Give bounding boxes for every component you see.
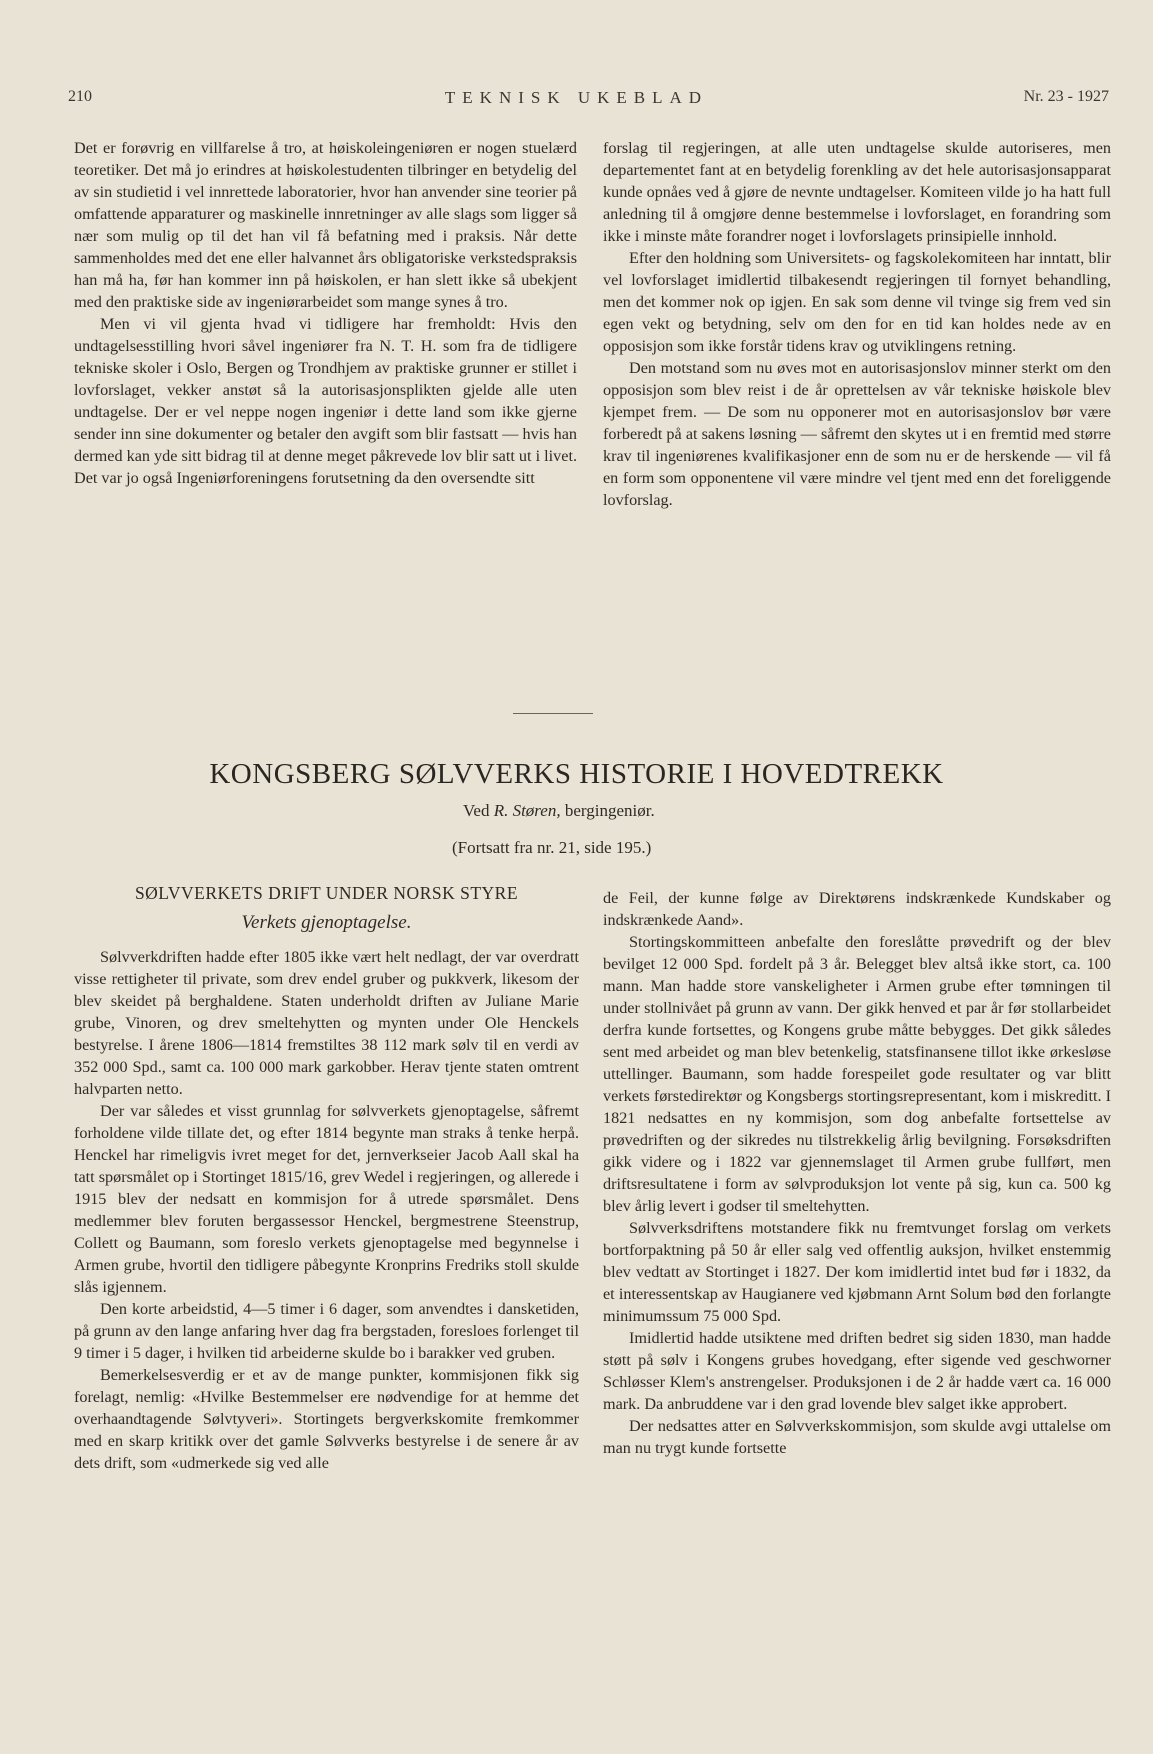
paragraph: Sølvverkdriften hadde efter 1805 ikke vært helt nedlagt, der var overdratt visse rettigheter til private, som drev endel gruber og pukkverk, likesom der blev skeidet på berghaldene. Staten underholdt driften av Juliane Marie grube, Vinoren, og drev smeltehytten og mynten under Ole Henckels bestyrelse. I årene 1806—1814 fremstiltes 38 112 mark sølv til en verdi av 352 000 Spd., samt ca. 100 000 mark garkobber. Herav tjente staten omtrent halvparten netto.	[74, 948, 579, 1098]
byline-suffix: bergingeniør.	[560, 801, 655, 820]
subsection-heading: Verkets gjenoptagelse.	[241, 912, 412, 933]
paragraph: Bemerkelsesverdig er et av de mange punkter, kommisjonen fikk sig forelagt, nemlig: «Hvilke Bestemmelser ere nødvendige for at hemme det overhaandtagende Sølvtyveri». Stortingets bergverkskomite fremkommer med en skarp kritikk over det gamle Sølvverks bestyrelse i de senere år av dets drift, som «udmerkede sig ved alle	[74, 1366, 579, 1472]
paragraph: Den motstand som nu øves mot en autorisasjonslov minner sterkt om den opposisjon som blev reist i de år oprettelsen av vår tekniske høiskole blev kjempet frem. — De som nu opponerer mot en autorisasjonslov bør være forberedt på at sakens løsning — såfremt den skytes ut i en fremtid med større krav til ingeniørenes kvalifikasjoner enn de som nu er de herskende — vil få en form som opponentene vil være mindre vel tjent med enn det foreliggende lovforslag.	[603, 359, 1111, 509]
paragraph: Men vi vil gjenta hvad vi tidligere har fremholdt: Hvis den undtagelsesstilling hvori såvel ingeniører fra N. T. H. som fra de tidligere tekniske skoler i Oslo, Bergen og Trondhjem av praktiske grunner er stillet i lovforslaget, vekker anstøt så la autorisasjonsplikten gjelde alle uten undtagelse. Der er vel neppe nogen ingeniør i dette land som ikke gjerne sender inn sine dokumenter og betaler den avgift som blir fastsatt — hvis han dermed kan yde sitt bidrag til at denne meget påkrevede lov blir satt ut i livet. Det var jo også Ingeniørforeningens forutsetning da den oversendte sitt	[74, 315, 577, 487]
continuation-note: (Fortsatt fra nr. 21, side 195.)	[452, 838, 652, 857]
section-heading: SØLVVERKETS DRIFT UNDER NORSK STYRE	[134, 883, 519, 903]
paragraph: Det er forøvrig en villfarelse å tro, at høiskoleingeniøren er nogen stuelærd teoretiker. Det må jo erindres at høiskolestudenten tilbringer en betydelig del av sin studietid i vel innrettede laboratorier, hvor han anvender sine teorier på omfattende apparaturer og maskinelle innretninger av alle slags som ligger så nær som mulig op til det han vil få befatning med i praksis. Når dette sammenholdes med det ene eller halvannet års obligatoriske verkstedspraksis han må ha, før han kommer inn på høiskolen, er han slett ikke så ubekjent med den praktiske side av ingeniørarbeidet som mange synes å tro.	[74, 139, 577, 311]
paragraph: Sølvverksdriftens motstandere fikk nu fremtvunget forslag om verkets bortforpaktning på 50 år eller salg ved offentlig auksjon, hvilket enstemmig blev vedtatt av Stortinget i 1827. Der kom imidlertid intet bud før i 1832, da et interessentskap av Haugianere ved kjøbmann Arnt Solum bød den forlangte minimumssum 75 000 Spd.	[603, 1219, 1111, 1325]
paragraph: forslag til regjeringen, at alle uten undtagelse skulde autoriseres, men departementet fant at en betydelig forenkling av det hele autorisasjonsapparat kunde opnåes ved å gjøre de nevnte undtagelser. Komiteen vilde jo ha hatt full anledning til å omgjøre denne bestemmelse i lovforslaget, en forandring som ikke i minste måte forandrer noget i lovforslagets prinsipielle innhold.	[603, 139, 1111, 245]
journal-title: TEKNISK UKEBLAD	[444, 88, 709, 107]
top-left-column	[74, 137, 577, 489]
top-right-column	[603, 137, 1111, 511]
paragraph: Stortingskommitteen anbefalte den foreslåtte prøvedrift og der blev bevilget 12 000 Spd. fordelt på 3 år. Belegget blev altså ikke stort, ca. 100 mann. Man hadde store vanskeligheter i Armen grube efter tømningen til under stollnivået på grunn av vann. Der gikk henved et par år før stollarbeidet derfra kunde fortsettes, og Kongens grube måtte bebygges. Det gikk således sent med arbeidet og man blev betenkelig, statsfinansene tillot ikke ørkesløse uttellinger. Baumann, som hadde forespeilet gode resultater og var blitt verkets førstedirektør og Kongsbergs stortingsrepresentant, kom i miskreditt. I 1821 nedsattes en ny kommisjon, som dog anbefalte fortsettelse av prøvedriften og der sikredes nu tilstrekkelig årlig bevilgning. Forsøksdriften gikk videre og i 1822 var gjennemslaget til Armen grube fullført, men driftsresultatene i form av sølvproduksjon lot vente på sig, kun ca. 500 kg blev årlig levert i godser til smeltehytten.	[603, 933, 1111, 1215]
article-title: KONGSBERG SØLVVERKS HISTORIE I HOVEDTREKK	[209, 758, 944, 790]
paragraph: Imidlertid hadde utsiktene med driften bedret sig siden 1830, man hadde støtt på sølv i Kongens grubes hovedgang, efter sigende ved geschworner Schløsser Klem's anstrengelser. Produksjonen i de 2 år hadde vært ca. 16 000 mark. Da anbruddene var i den grad lovende blev salget ikke approbert.	[603, 1329, 1111, 1413]
issue-number: Nr. 23 - 1927	[1023, 88, 1109, 105]
paragraph: Der nedsattes atter en Sølvverkskommisjon, som skulde avgi uttalelse om man nu trygt kunde fortsette	[603, 1417, 1111, 1457]
paragraph: Efter den holdning som Universitets- og fagskolekomiteen har inntatt, blir vel lovforslaget imidlertid tilbakesendt regjeringen til fornyet behandling, men det kommer nok op igjen. En sak som denne vil tvinge sig frem ved sin egen vekt og betydning, selv om den for en tid kan holdes nede av en opposisjon som ikke forstår tidens krav og utviklingens retning.	[603, 249, 1111, 355]
bottom-right-column	[603, 887, 1111, 1459]
article-byline	[463, 801, 655, 821]
paragraph: Den korte arbeidstid, 4—5 timer i 6 dager, som anvendtes i dansketiden, på grunn av den lange anfaring hver dag fra bergstaden, foresloes forlenget til 9 timer i 5 dager, i hvilken tid arbeiderne skulde bo i barakker ved gruben.	[74, 1300, 579, 1362]
page-number: 210	[68, 88, 92, 105]
byline-prefix: Ved	[463, 801, 494, 820]
paragraph: Der var således et visst grunnlag for sølvverkets gjenoptagelse, såfremt forholdene vilde tillate det, og efter 1814 begynte man straks å tenke herpå. Henckel har rimeligvis ivret meget for det, jernverkseier Jacob Aall skal ha tatt spørsmålet op i Stortinget 1815/16, grev Wedel i regjeringen, og allerede i 1915 blev der nedsatt en kommisjon for å utrede spørsmålet. Dens medlemmer blev foruten bergassessor Henckel, bergmestrene Steenstrup, Collett og Baumann, som foreslo verkets gjenoptagelse med begynnelse i Armen grube, hvortil den tidligere påbegynte Kronprins Fredriks stoll skulde slås igjennem.	[74, 1102, 579, 1296]
paragraph: de Feil, der kunne følge av Direktørens indskrænkede Kundskaber og indskrænkede Aand».	[603, 889, 1111, 929]
section-divider	[513, 713, 593, 714]
bottom-left-column	[74, 946, 579, 1474]
author-name: R. Støren,	[493, 801, 561, 820]
